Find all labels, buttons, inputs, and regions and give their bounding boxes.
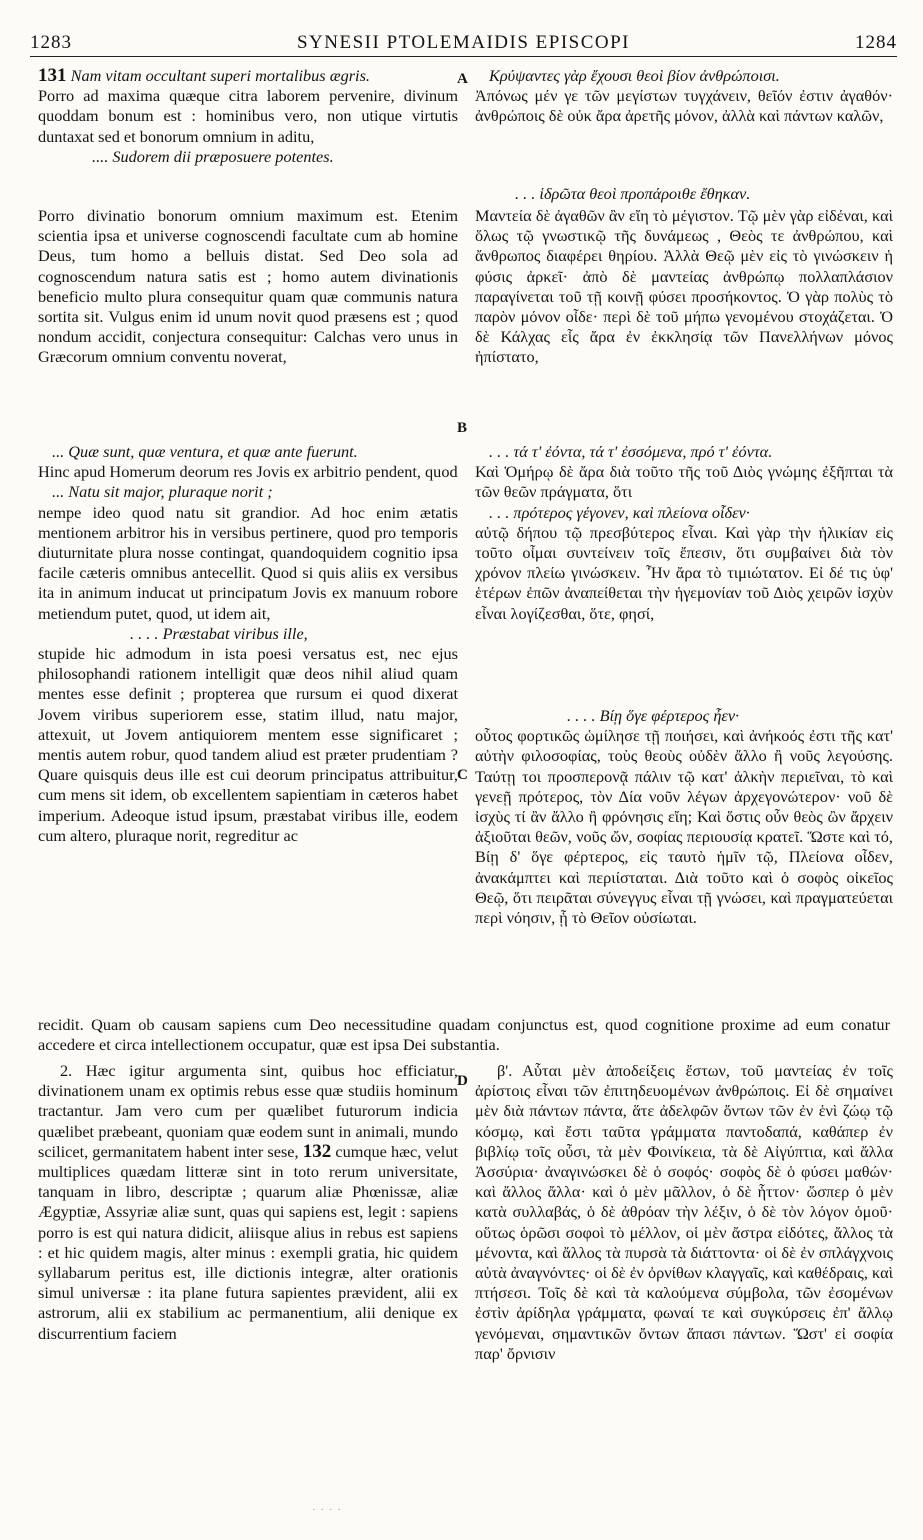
latin-paragraph: Porro divinatio bonorum omnium maximum est. Etenim scientia ipsa et universe cognoscendi facultate cum ab homine Deus, tum homo a belluis distat. Sed Deo sola ad cognoscendum natura satis est ; homo autem divinationis beneficio multo plura consequitur quam quæ communis natura sortita sit. Vulgus enim id unum novit quod præsens est ; quod nondum accidit, conjectura consequitur: Calchas vero unus in Græcorum omnium conventu noverat, xyxy=(38,206,458,367)
greek-paragraph: αὐτῷ δήπου τῷ πρεσβύτερος εἶναι. Καὶ γὰρ τὴν ἡλικίαν εἰς τοῦτο οἶμαι συντείνειν τοῖς ἔπεσιν, ὅτι συμβαίνει διὰ τὸν χρόνον πλείω γινώσκειν. Ἦν ἄρα τὸ τιμιώτατον. Εἰ δέ τις ὑφ' ἑτέρων ἐπῶν ἀναπείθεται τὴν ἡγεμονίαν τοῦ Διὸς χειρῶν ἰσχὺν εἶναι λογίζεσθαι, ὅτε, φησί, xyxy=(475,522,893,623)
latin-paragraph: stupide hic admodum in ista poesi versatus est, nec ejus philosophandi rationem intelligit quæ deos nihil aliud quam mentes esse definit ; propterea que rursum ei quod dixerat Jovem viribus superiorem esse, statim illud, natu major, attexuit, ut Jovem antiquiorem mentem esse significaret ; mentis autem robur, quod tandem aliud est præter prudentiam ? Quare quisquis deus ille est cui deorum principatus attribuitur, cum mens sit idem, ob excellentem sapientiam in cæteros habet imperium. Adeoque istud ipsum, præstabat viribus ille, eodem cum altero, pluraque norit, regreditur ac xyxy=(38,644,458,845)
section-number: 131 xyxy=(38,65,67,86)
running-title: SYNESII PTOLEMAIDIS EPISCOPI xyxy=(296,32,630,53)
greek-paragraph: Μαντεία δὲ ἀγαθῶν ἂν εἴη τὸ μέγιστον. Τῷ μὲν γὰρ εἰδέναι, καὶ ὅλως τῷ γνωστικῷ τῆς δυνάμεως , Θεὸς τε ἀνθρώπου, καὶ ἄνθρωπος διαφέρει θηρίου. Ἀλλὰ Θεῷ μὲν εἰς τὸ γινώσκειν ἡ φύσις ἀρκεῖ· ἀπὸ δὲ μαντείας ἀνθρώπῳ πολλαπλάσιον παραγίνεται τοῦ τῇ κοινῇ φύσει προσήκοντος. Ὁ γὰρ πολὺς τὸ παρὸν μόνον οἶδε· περὶ δὲ τοῦ μήπω γενομένου στοχάζεται. Ὁ δὲ Κάλχας εἷς ἄρα ἐν ἐκκλησίᾳ τῶν Πανελλήνων μόνος ἠπίστατο, xyxy=(475,206,893,367)
page-number-left: 1283 xyxy=(30,32,72,53)
latin-paragraph: recidit. Quam ob causam sapiens cum Deo necessitudine quadam conjunctus est, quod cognitione proxime ad eum conatur accedere et circa intellectionem occupatur, quæ est ipsa Dei substantia. xyxy=(38,1015,890,1055)
latin-verse: .... Sudorem dii præposuere potentes. xyxy=(92,146,334,166)
greek-verse: Κρύψαντες γὰρ ἔχουσι θεοὶ βίον ἀνθρώποισι. xyxy=(489,66,780,85)
full-width-line xyxy=(38,1015,890,1055)
greek-block-4 xyxy=(475,1061,893,1364)
greek-block-1 xyxy=(475,66,893,127)
greek-verse: . . . ἱδρῶτα θεοὶ προπάροιθε ἔθηκαν. xyxy=(515,184,751,203)
latin-block-2 xyxy=(38,206,458,368)
latin-paragraph: Porro ad maxima quæque citra laborem pervenire, divinum quoddam bonum est : hominibus vero, non utique virtutis duntaxat sed et bonorum omnium in aditu, xyxy=(38,86,458,146)
greek-paragraph: Ἀπόνως μέν γε τῶν μεγίστων τυγχάνειν, θεῖόν ἐστιν ἀγαθόν· ἀνθρώποις δὲ οὐκ ἄρα ἀρετῆς μόνον, ἀλλὰ καὶ πάντων καλῶν, xyxy=(475,86,893,126)
latin-paragraph: Hinc apud Homerum deorum res Jovis ex arbitrio pendent, quod xyxy=(38,462,458,482)
page-header xyxy=(30,30,897,57)
section-number: 132 xyxy=(302,1140,332,1162)
greek-verse: . . . τά τ' ἐόντα, τά τ' ἐσσόμενα, πρό τ' ἐόντα. xyxy=(489,442,773,461)
latin-paragraph: 2. Hæc igitur argumenta sint, quibus hoc efficiatur, divinationem unam ex optimis rebus esse quæ studiis hominum tractantur. Jam vero cum per quælibet futurorum indicia quælibet præbeant, quoniam quæ eodem sunt in animali, mundo scilicet, germanitatem habent inter sese, xyxy=(38,1061,458,1161)
latin-paragraph: cumque hæc, velut multiplices quædam litteræ sint in toto rerum universitate, tanquam in libro, descriptæ ; quarum aliæ Phœnissæ, aliæ Ægyptiæ, Assyriæ aliæ sunt, quas qui sapiens est, legit : sapiens porro is est qui natura didicit, aliisque alius in rebus est sapiens : et hic quidem magis, alter minus : exempli gratia, hic quidem syllabarum peritus est, ille dictionis integræ, alter orationis simul universæ : ita plane futura sapientes prævident, alii ex astrorum, alii ex stabilium ac permanentium, alii denique ex discurrentium faciem xyxy=(38,1141,458,1343)
latin-block-4 xyxy=(38,1061,458,1344)
latin-paragraph: nempe ideo quod natu sit grandior. Ad hoc enim ætatis mentionem arbitror his in versibus pertinere, quod pro temporis diuturnitate plura nosse contingat, quandoquidem cognitio ipsa facile cæteris omnibus antecellit. Quod si quis aliis ex versibus ita in animum inducat ut principatum Jovis ex manuum robore metiendum putet, quod, ut idem ait, xyxy=(38,502,458,623)
latin-verse: . . . . Præstabat viribus ille, xyxy=(130,623,308,643)
greek-verse: . . . . Βίῃ ὅγε φέρτερος ἦεν· xyxy=(567,706,740,725)
page-number-right: 1284 xyxy=(855,32,897,53)
latin-verse: ... Natu sit major, pluraque norit ; xyxy=(52,482,273,502)
greek-block-3b xyxy=(475,706,893,928)
greek-block-3 xyxy=(475,442,893,624)
latin-block-3 xyxy=(38,442,458,846)
print-smudge: · · · · xyxy=(312,1504,342,1516)
greek-block-1b xyxy=(475,184,893,204)
latin-verse: ... Quæ sunt, quæ ventura, et quæ ante fuerunt. xyxy=(52,442,358,461)
greek-paragraph: Καὶ Ὁμήρῳ δὲ ἄρα διὰ τοῦτο τῆς τοῦ Διὸς γνώμης ἐξῆπται τὰ τῶν θεῶν πράγματα, ὅτι xyxy=(475,462,893,502)
greek-paragraph: β'. Αὗται μὲν ἀποδείξεις ἔστων, τοῦ μαντείας ἐν τοῖς ἀρίστοις εἶναι τῶν ἐπιτηδευομένων ἀνθρώποις. Εἰ δὲ σημαίνει μὲν διὰ πάντων πάντα, ἅτε ἀδελφῶν ὄντων τῶν ἐν ἑνὶ ζώῳ τῷ κόσμῳ, καὶ ἔστι ταῦτα γράμματα παντοδαπά, καθάπερ ἐν βιβλίῳ τοῖς οὖσι, τὰ μὲν Φοινίκεια, τὰ δὲ Αἰγύπτια, καὶ ἄλλα Ἀσσύρια· ἀναγινώσκει δὲ ὁ σοφός· σοφὸς δὲ ὁ φύσει μαθών· καὶ ἄλλος ἄλλα· καὶ ὁ μὲν μᾶλλον, ὁ δὲ ἧττον· ὥσπερ ὁ μὲν κατὰ συλλαβάς, ὁ δὲ ἀθρόαν τὴν λέξιν, ὁ δὲ τὸν λόγον ὁμοῦ· οὕτως ὁρῶσι σοφοὶ τὸ μέλλον, οἱ μὲν ἄστρα εἰδότες, ἄλλος τὰ μένοντα, καὶ ἄλλος τὰ πυρσὰ τὰ διάττοντα· οἱ δὲ ἐν σπλάγχνοις αὐτὰ ἀναγνόντες· οἱ δὲ ἐν ὀρνίθων κλαγγαῖς, καὶ καθέδραις, καὶ πτήσεσι. Τοῖς δὲ καὶ τὰ καλούμενα σύμβολα, τῶν ἐσομένων ἐστὶν ἀρίδηλα γράμματα, φωναί τε καὶ συγκύρσεις ἐπ' ἄλλῳ γενόμεναι, σημαντικῶν ὄντων ἅπασι πάντων. Ὥστ' εἰ σοφία παρ' ὄρνισιν xyxy=(475,1061,893,1363)
greek-paragraph: οὗτος φορτικῶς ὡμίλησε τῇ ποιήσει, καὶ ἀνήκοός ἐστι τῆς κατ' αὐτὴν φιλοσοφίας, τοὺς θεοὺς οὐδὲν ἄλλο ἢ νοῦς λεγούσης. Ταύτῃ τοι προσπερονᾷ πάλιν τῷ κατ' ἀλκὴν περιεῖναι, τὸ καὶ γενεῇ πρότερος, τὸν Δία νοῦν λέγων ἀρχεγονώτερον· νοῦ δὲ ἰσχὺς τί ἂν ἄλλο ἢ φρόνησις εἴη; Καὶ ὅστις οὖν θεὸς ὢν ἄρχειν ἀξιοῦται θεῶν, νοῦς ὤν, σοφίας περιουσίᾳ κρατεῖ. Ὥστε καὶ τό, Βίῃ δ' ὅγε φέρτερος, εἰς ταυτὸ ἡμῖν τῷ, Πλείονα οἶδεν, ἀνακάμπτει καὶ περιίσταται. Διὰ τοῦτο καὶ ὁ σοφὸς οἰκεῖος Θεῷ, ὅτι πειρᾶται σύνεγγυς εἶναι τῇ γνώσει, καὶ πραγματεύεται περὶ νόησιν, ᾗ τὸ Θεῖον οὐσίωται. xyxy=(475,726,893,928)
margin-marker-b: B xyxy=(457,420,468,436)
latin-verse: Nam vitam occultant superi mortalibus ægris. xyxy=(70,66,370,85)
margin-marker-d: D xyxy=(457,1073,468,1089)
latin-block-1 xyxy=(38,66,458,167)
margin-marker-a: A xyxy=(457,71,468,87)
greek-verse: . . . πρότερος γέγονεν, καὶ πλείονα οἶδεν· xyxy=(489,502,750,522)
greek-block-2 xyxy=(475,206,893,368)
margin-marker-c: C xyxy=(457,767,468,783)
